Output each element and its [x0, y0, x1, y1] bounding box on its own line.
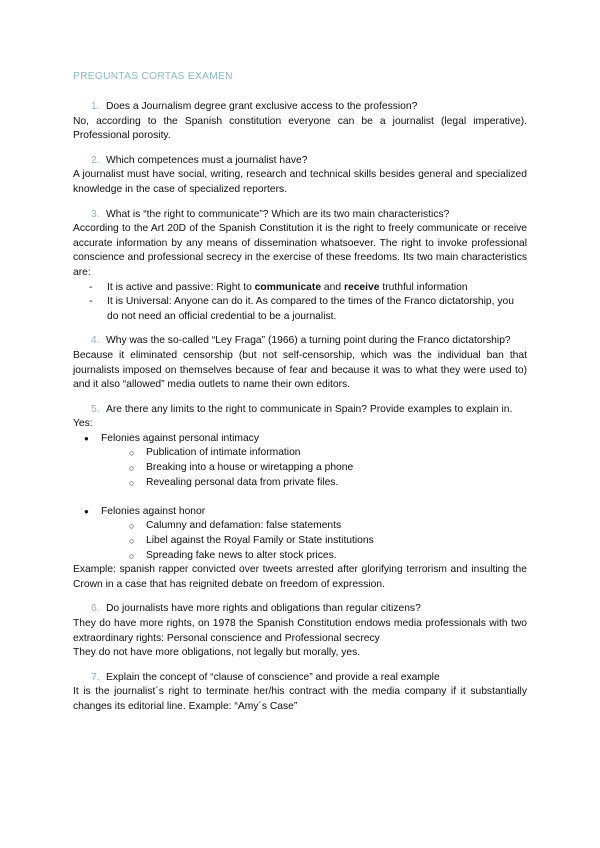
answer-paragraph: They do have more rights, on 1978 the Spanish Constitution endows media professionals with two extraordinary rights: Personal conscience and Professional secrecy [73, 618, 527, 644]
question-7 [73, 671, 527, 686]
circle-marker: ○ [129, 521, 135, 532]
question-text: What is “the right to communicate”? Which are its two main characteristics? [106, 208, 450, 220]
list-item [73, 281, 527, 296]
question-number: 5. [91, 403, 100, 415]
dash-marker: - [89, 296, 93, 308]
spacer [73, 490, 527, 505]
question-3 [73, 208, 527, 223]
answer-1 [73, 115, 527, 144]
answer-paragraph: Because it eliminated censorship (but not self-censorship, which was the individual ban that journalists imposed on themselves because of fear and because it was to what they were used to) and it also “allowed” media outlets to name their own editors. [73, 349, 527, 391]
question-text: Why was the so-called “Ley Fraga” (1966) a turning point during the Franco dictatorship? [106, 335, 511, 347]
list-item-text: It is active and passive: Right to communicate and receive truthful information [107, 281, 468, 293]
answer-paragraph: A journalist must have social, writing, research and technical skills besides general and specialized knowledge in the case of specialized reporters. [73, 169, 527, 195]
sub-list-item [73, 534, 527, 549]
answer-paragraph: It is the journalist´s right to terminate her/his contract with the media company if it substantially changes its editorial line. Example: “Amy´s Case” [73, 686, 527, 712]
bullet-marker: ● [84, 506, 89, 516]
question-number: 4. [91, 335, 100, 347]
sub-list-item [73, 549, 527, 564]
question-number: 7. [91, 671, 100, 683]
question-2 [73, 154, 527, 169]
bullet-marker: ● [84, 433, 89, 443]
sub-list-item [73, 476, 527, 491]
question-6 [73, 602, 527, 617]
document-title: PREGUNTAS CORTAS EXAMEN [73, 71, 233, 82]
question-text: Do journalists have more rights and obligations than regular citizens? [106, 603, 421, 615]
sub-item-text: Breaking into a house or wiretapping a phone [146, 462, 354, 474]
sub-list-item [73, 519, 527, 534]
answer-paragraph: No, according to the Spanish constitution everyone can be a journalist (legal imperative). Professional porosity. [73, 115, 527, 142]
answer-5 [73, 417, 527, 592]
question-text: Explain the concept of “clause of conscience” and provide a real example [106, 671, 440, 683]
list-item-text: It is Universal: Anyone can do it. As compared to the times of the Franco dictatorship, you do not need an official credential to be a journalist. [107, 296, 514, 322]
answer-paragraph: They do not have more obligations, not legally but morally, yes. [73, 647, 361, 659]
sub-list-item [73, 446, 527, 461]
circle-marker: ○ [129, 463, 135, 474]
question-1 [73, 100, 527, 115]
limit-group-label: Felonies against honor [101, 505, 206, 517]
question-number: 2. [91, 154, 100, 166]
question-text: Are there any limits to the right to communicate in Spain? Provide examples to explain in. [106, 403, 513, 415]
sub-item-text: Revealing personal data from private files. [146, 476, 339, 488]
limit-group-label: Felonies against personal intimacy [101, 432, 259, 444]
question-5 [73, 403, 527, 418]
sub-item-text: Publication of intimate information [146, 447, 301, 459]
circle-marker: ○ [129, 550, 135, 561]
question-text: Which competences must a journalist have? [106, 154, 308, 166]
question-text: Does a Journalism degree grant exclusive access to the profession? [106, 101, 418, 112]
sub-list-item [73, 461, 527, 476]
limit-group-2 [73, 505, 527, 520]
sub-item-text: Libel against the Royal Family or State institutions [146, 535, 374, 547]
answer-4 [73, 349, 527, 393]
circle-marker: ○ [129, 448, 135, 459]
bold-term: receive [343, 281, 380, 293]
example-paragraph: Example: spanish rapper convicted over tweets arrested after glorifying terrorism and insulting the Crown in a case that has reignited debate on freedom of expression. [73, 564, 527, 590]
answer-6 [73, 617, 527, 661]
sub-item-text: Calumny and defamation: false statements [146, 520, 342, 532]
answer-3 [73, 222, 527, 324]
answer-7 [73, 685, 527, 714]
circle-marker: ○ [129, 536, 135, 547]
circle-marker: ○ [129, 477, 135, 488]
answer-2 [73, 168, 527, 197]
question-number: 3. [91, 208, 100, 220]
characteristics-list [73, 281, 527, 325]
document-body [73, 100, 527, 715]
question-number: 1. [91, 101, 100, 112]
bold-term: communicate [254, 281, 322, 293]
answer-paragraph: Yes: [73, 418, 93, 430]
answer-paragraph: According to the Art 20D of the Spanish Constitution it is the right to freely communicate or receive accurate information by any means of dissemination whatsoever. The right to invoke professional conscience and professional secrecy in the exercise of these freedoms. Its two main characteristics are: [73, 223, 527, 278]
question-number: 6. [91, 603, 100, 615]
limit-group-1 [73, 432, 527, 447]
dash-marker: - [89, 281, 93, 293]
list-item [73, 295, 527, 324]
sub-item-text: Spreading fake news to alter stock prices. [146, 549, 337, 561]
question-4 [73, 334, 527, 349]
